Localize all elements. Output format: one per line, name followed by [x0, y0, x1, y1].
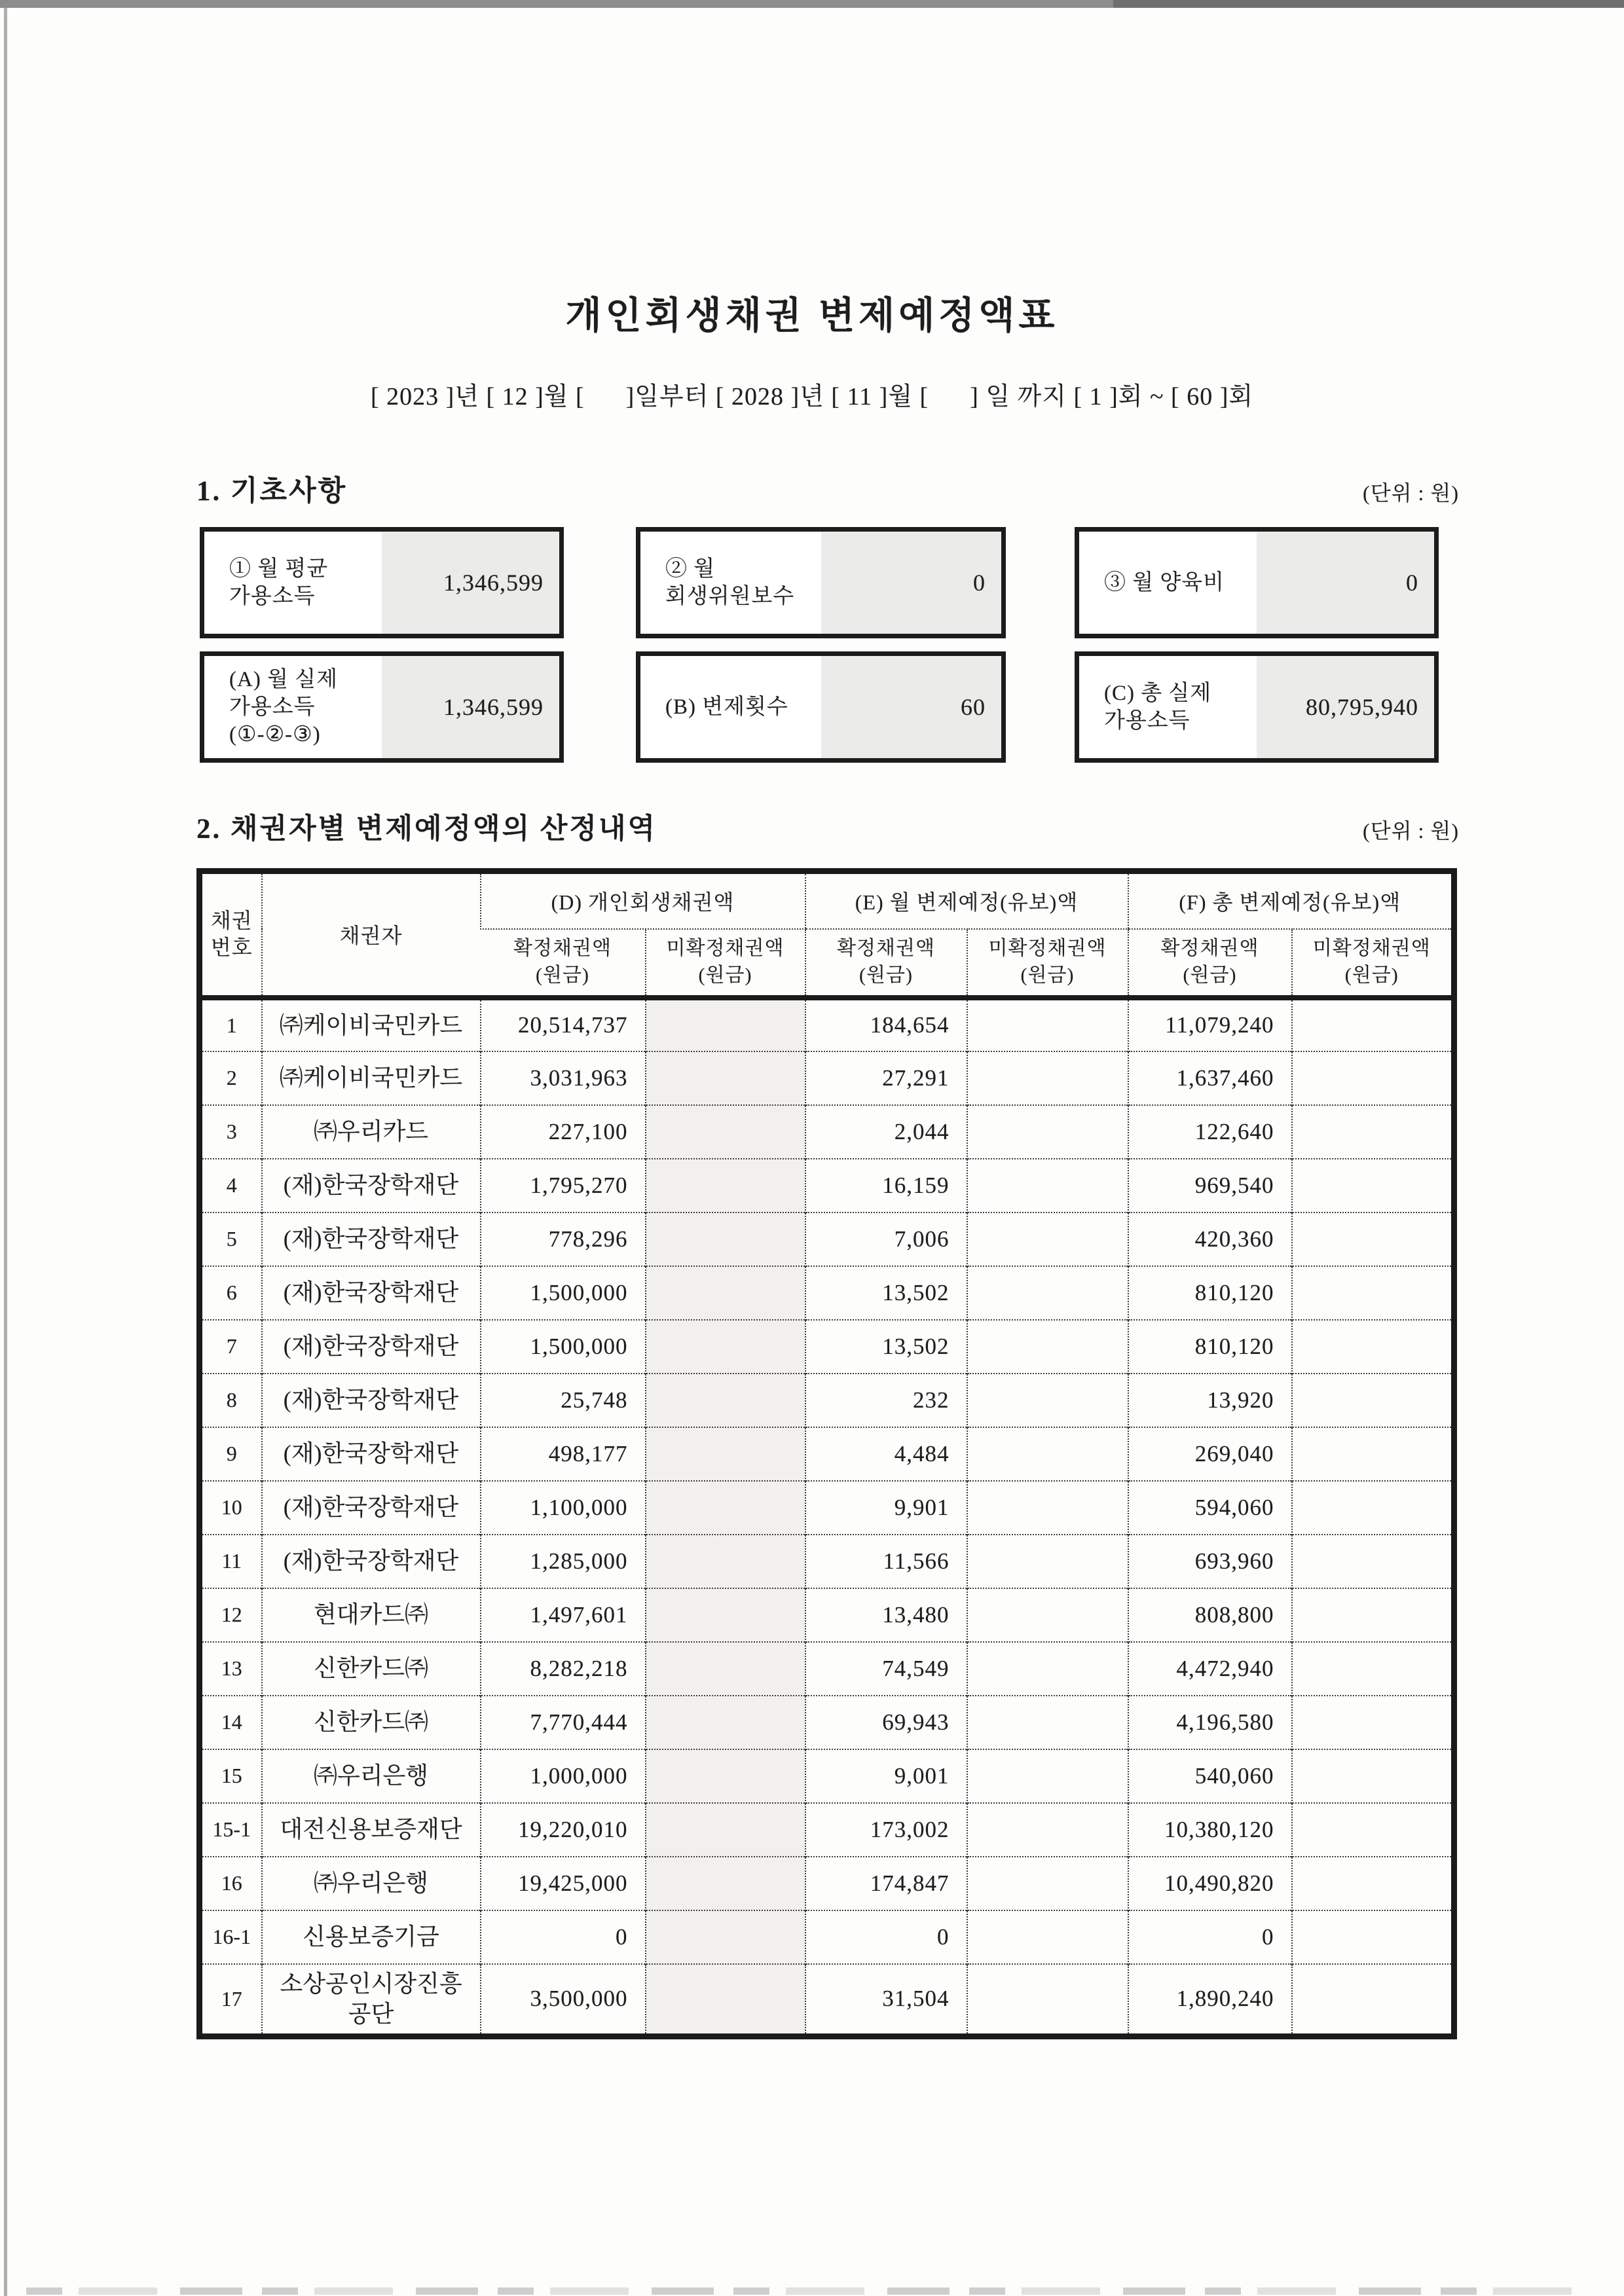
- e-unfixed-cell: [967, 1803, 1128, 1857]
- f-unfixed-cell: [1292, 1910, 1454, 1964]
- e-fixed-cell: 0: [805, 1910, 967, 1964]
- scan-artifact-left-edge: [4, 8, 7, 2296]
- d-fixed-cell: 3,031,963: [481, 1051, 646, 1105]
- f-unfixed-cell: [1292, 1642, 1454, 1696]
- d-unfixed-cell: [646, 1535, 805, 1588]
- e-unfixed-cell: [967, 1427, 1128, 1481]
- f-fixed-cell: 594,060: [1128, 1481, 1292, 1535]
- e-fixed-cell: 7,006: [805, 1212, 967, 1266]
- e-fixed-cell: 4,484: [805, 1427, 967, 1481]
- table-row: [200, 1803, 1454, 1857]
- e-fixed-cell: 69,943: [805, 1696, 967, 1749]
- header-d-fixed: 확정채권액 (원금): [513, 938, 612, 986]
- e-unfixed-cell: [967, 1857, 1128, 1910]
- creditor-cell: (재)한국장학재단: [262, 1535, 481, 1588]
- f-unfixed-cell: [1292, 1964, 1454, 2037]
- row-no-cell: 14: [200, 1696, 262, 1749]
- info-box: [1075, 527, 1439, 638]
- e-fixed-cell: 184,654: [805, 998, 967, 1051]
- creditor-cell: ㈜우리은행: [262, 1749, 481, 1803]
- d-fixed-cell: 1,500,000: [481, 1266, 646, 1320]
- e-unfixed-cell: [967, 1159, 1128, 1212]
- creditor-cell: (재)한국장학재단: [262, 1320, 481, 1374]
- row-no-cell: 13: [200, 1642, 262, 1696]
- creditor-cell: (재)한국장학재단: [262, 1159, 481, 1212]
- d-fixed-cell: 778,296: [481, 1212, 646, 1266]
- row-no-cell: 16-1: [200, 1910, 262, 1964]
- info-box: [200, 527, 564, 638]
- e-fixed-cell: 173,002: [805, 1803, 967, 1857]
- table-row: [200, 1051, 1454, 1105]
- d-unfixed-cell: [646, 1964, 805, 2037]
- header-e-unfixed: 미확정채권액 (원금): [967, 929, 1128, 998]
- header-f-fixed: 확정채권액 (원금): [1128, 929, 1292, 998]
- f-fixed-cell: 10,490,820: [1128, 1857, 1292, 1910]
- creditor-cell: 현대카드㈜: [262, 1588, 481, 1642]
- f-unfixed-cell: [1292, 1535, 1454, 1588]
- page-title: 개인회생채권 변제예정액표: [565, 295, 1059, 337]
- d-fixed-cell: 19,220,010: [481, 1803, 646, 1857]
- info-box-label: (C) 총 실제 가용소득: [1079, 656, 1257, 758]
- e-fixed-cell: 232: [805, 1374, 967, 1427]
- table-row: [200, 1535, 1454, 1588]
- header-e-fixed: 확정채권액 (원금): [805, 929, 967, 998]
- info-box-value: 1,346,599: [382, 532, 559, 634]
- f-fixed-cell: 13,920: [1128, 1374, 1292, 1427]
- creditor-cell: (재)한국장학재단: [262, 1266, 481, 1320]
- e-fixed-cell: 11,566: [805, 1535, 967, 1588]
- creditor-cell: 대전신용보증재단: [262, 1803, 481, 1857]
- f-fixed-cell: 1,890,240: [1128, 1964, 1292, 2037]
- f-fixed-cell: 420,360: [1128, 1212, 1292, 1266]
- e-fixed-cell: 174,847: [805, 1857, 967, 1910]
- f-unfixed-cell: [1292, 1481, 1454, 1535]
- f-unfixed-cell: [1292, 998, 1454, 1051]
- f-fixed-cell: 969,540: [1128, 1159, 1292, 1212]
- e-fixed-cell: 27,291: [805, 1051, 967, 1105]
- table-row: [200, 1910, 1454, 1964]
- basic-info-row-2: [0, 651, 1624, 763]
- d-fixed-cell: 1,497,601: [481, 1588, 646, 1642]
- f-fixed-cell: 4,472,940: [1128, 1642, 1292, 1696]
- e-fixed-cell: 13,502: [805, 1266, 967, 1320]
- info-box-label: (A) 월 실제 가용소득 (①-②-③): [204, 656, 382, 758]
- creditor-cell: (재)한국장학재단: [262, 1212, 481, 1266]
- f-unfixed-cell: [1292, 1105, 1454, 1159]
- e-unfixed-cell: [967, 1535, 1128, 1588]
- info-box-label: (B) 변제횟수: [640, 656, 821, 758]
- e-unfixed-cell: [967, 1266, 1128, 1320]
- scan-artifact-bottom-bleed: [26, 2287, 1578, 2295]
- f-fixed-cell: 810,120: [1128, 1266, 1292, 1320]
- e-unfixed-cell: [967, 1481, 1128, 1535]
- f-unfixed-cell: [1292, 1212, 1454, 1266]
- e-fixed-cell: 31,504: [805, 1964, 967, 2037]
- table-row: [200, 1964, 1454, 2037]
- table-row: [200, 1696, 1454, 1749]
- f-fixed-cell: 693,960: [1128, 1535, 1292, 1588]
- info-box-label: ② 월 회생위원보수: [640, 532, 821, 634]
- d-fixed-cell: 1,100,000: [481, 1481, 646, 1535]
- table-row: [200, 1159, 1454, 1212]
- e-unfixed-cell: [967, 1051, 1128, 1105]
- section1-heading: 1. 기초사항: [196, 476, 348, 507]
- creditor-cell: 신한카드㈜: [262, 1696, 481, 1749]
- row-no-cell: 7: [200, 1320, 262, 1374]
- creditor-cell: 소상공인시장진흥공단: [262, 1964, 481, 2037]
- section2-heading: 2. 채권자별 변제예정액의 산정내역: [196, 814, 657, 845]
- f-unfixed-cell: [1292, 1696, 1454, 1749]
- row-no-cell: 9: [200, 1427, 262, 1481]
- e-fixed-cell: 9,901: [805, 1481, 967, 1535]
- f-fixed-cell: 540,060: [1128, 1749, 1292, 1803]
- info-box-value: 80,795,940: [1257, 656, 1434, 758]
- table-row: [200, 1266, 1454, 1320]
- table-row: [200, 1212, 1454, 1266]
- creditor-cell: ㈜우리카드: [262, 1105, 481, 1159]
- e-fixed-cell: 13,502: [805, 1320, 967, 1374]
- d-unfixed-cell: [646, 1320, 805, 1374]
- f-fixed-cell: 1,637,460: [1128, 1051, 1292, 1105]
- f-fixed-cell: 11,079,240: [1128, 998, 1292, 1051]
- e-unfixed-cell: [967, 1749, 1128, 1803]
- row-no-cell: 6: [200, 1266, 262, 1320]
- header-creditor: 채권자: [262, 871, 481, 998]
- d-unfixed-cell: [646, 1749, 805, 1803]
- unit-label-section1: (단위 : 원): [1363, 481, 1459, 505]
- creditor-cell: (재)한국장학재단: [262, 1374, 481, 1427]
- info-box: [200, 651, 564, 763]
- f-fixed-cell: 810,120: [1128, 1320, 1292, 1374]
- e-unfixed-cell: [967, 1320, 1128, 1374]
- d-fixed-cell: 1,795,270: [481, 1159, 646, 1212]
- e-unfixed-cell: [967, 998, 1128, 1051]
- info-box-value: 0: [1257, 532, 1434, 634]
- d-fixed-cell: 1,000,000: [481, 1749, 646, 1803]
- table-row: [200, 1105, 1454, 1159]
- info-box-value: 0: [821, 532, 1002, 634]
- d-fixed-cell: 20,514,737: [481, 998, 646, 1051]
- d-unfixed-cell: [646, 1427, 805, 1481]
- d-unfixed-cell: [646, 1910, 805, 1964]
- d-fixed-cell: 498,177: [481, 1427, 646, 1481]
- unit-label-section2: (단위 : 원): [1363, 819, 1459, 843]
- header-claim-number: 채권 번호: [210, 908, 253, 960]
- table-row: [200, 1481, 1454, 1535]
- scan-artifact-top-edge: [0, 0, 1624, 8]
- row-no-cell: 10: [200, 1481, 262, 1535]
- d-fixed-cell: 8,282,218: [481, 1642, 646, 1696]
- f-unfixed-cell: [1292, 1266, 1454, 1320]
- d-unfixed-cell: [646, 1857, 805, 1910]
- table-row: [200, 1857, 1454, 1910]
- d-unfixed-cell: [646, 1212, 805, 1266]
- f-unfixed-cell: [1292, 1427, 1454, 1481]
- d-fixed-cell: 19,425,000: [481, 1857, 646, 1910]
- f-fixed-cell: 269,040: [1128, 1427, 1292, 1481]
- d-unfixed-cell: [646, 1642, 805, 1696]
- d-unfixed-cell: [646, 1696, 805, 1749]
- e-fixed-cell: 16,159: [805, 1159, 967, 1212]
- info-box: [1075, 651, 1439, 763]
- row-no-cell: 16: [200, 1857, 262, 1910]
- f-unfixed-cell: [1292, 1159, 1454, 1212]
- row-no-cell: 5: [200, 1212, 262, 1266]
- row-no-cell: 17: [200, 1964, 262, 2037]
- basic-info-row-1: [0, 527, 1624, 638]
- f-unfixed-cell: [1292, 1857, 1454, 1910]
- table-row: [200, 1588, 1454, 1642]
- row-no-cell: 12: [200, 1588, 262, 1642]
- creditor-cell: (재)한국장학재단: [262, 1481, 481, 1535]
- info-box-label: ① 월 평균 가용소득: [204, 532, 382, 634]
- row-no-cell: 3: [200, 1105, 262, 1159]
- f-unfixed-cell: [1292, 1749, 1454, 1803]
- e-unfixed-cell: [967, 1105, 1128, 1159]
- row-no-cell: 2: [200, 1051, 262, 1105]
- table-row: [200, 998, 1454, 1051]
- e-fixed-cell: 9,001: [805, 1749, 967, 1803]
- d-fixed-cell: 0: [481, 1910, 646, 1964]
- creditor-table-body: [200, 998, 1454, 2037]
- d-unfixed-cell: [646, 1481, 805, 1535]
- d-fixed-cell: 25,748: [481, 1374, 646, 1427]
- e-unfixed-cell: [967, 1964, 1128, 2037]
- table-row: [200, 1642, 1454, 1696]
- d-unfixed-cell: [646, 1051, 805, 1105]
- row-no-cell: 1: [226, 1013, 237, 1037]
- table-row: [200, 1320, 1454, 1374]
- info-box: [636, 527, 1006, 638]
- e-fixed-cell: 74,549: [805, 1642, 967, 1696]
- e-unfixed-cell: [967, 1642, 1128, 1696]
- e-unfixed-cell: [967, 1212, 1128, 1266]
- d-fixed-cell: 3,500,000: [481, 1964, 646, 2037]
- f-unfixed-cell: [1292, 1588, 1454, 1642]
- f-unfixed-cell: [1292, 1051, 1454, 1105]
- creditor-cell: ㈜케이비국민카드: [262, 998, 481, 1051]
- header-f-unfixed: 미확정채권액 (원금): [1292, 929, 1454, 998]
- header-group-e: (E) 월 변제예정(유보)액: [805, 871, 1128, 929]
- e-fixed-cell: 13,480: [805, 1588, 967, 1642]
- d-unfixed-cell: [646, 1374, 805, 1427]
- row-no-cell: 11: [200, 1535, 262, 1588]
- d-unfixed-cell: [646, 1105, 805, 1159]
- e-unfixed-cell: [967, 1910, 1128, 1964]
- header-d-unfixed: 미확정채권액 (원금): [646, 929, 805, 998]
- creditor-cell: ㈜케이비국민카드: [262, 1051, 481, 1105]
- d-fixed-cell: 1,285,000: [481, 1535, 646, 1588]
- e-fixed-cell: 2,044: [805, 1105, 967, 1159]
- d-unfixed-cell: [646, 1588, 805, 1642]
- f-unfixed-cell: [1292, 1320, 1454, 1374]
- info-box: [636, 651, 1006, 763]
- row-no-cell: 4: [200, 1159, 262, 1212]
- e-unfixed-cell: [967, 1374, 1128, 1427]
- d-fixed-cell: 7,770,444: [481, 1696, 646, 1749]
- f-unfixed-cell: [1292, 1803, 1454, 1857]
- header-group-f: (F) 총 변제예정(유보)액: [1128, 871, 1454, 929]
- row-no-cell: 15-1: [200, 1803, 262, 1857]
- f-fixed-cell: 808,800: [1128, 1588, 1292, 1642]
- header-group-d: (D) 개인회생채권액: [481, 871, 805, 929]
- d-unfixed-cell: [646, 998, 805, 1051]
- e-unfixed-cell: [967, 1696, 1128, 1749]
- row-no-cell: 15: [200, 1749, 262, 1803]
- row-no-cell: 8: [200, 1374, 262, 1427]
- d-unfixed-cell: [646, 1159, 805, 1212]
- creditor-cell: 신용보증기금: [262, 1910, 481, 1964]
- creditor-cell: ㈜우리은행: [262, 1857, 481, 1910]
- f-fixed-cell: 122,640: [1128, 1105, 1292, 1159]
- d-fixed-cell: 1,500,000: [481, 1320, 646, 1374]
- d-unfixed-cell: [646, 1803, 805, 1857]
- table-row: [200, 1374, 1454, 1427]
- repayment-period-line: [ 2023 ]년 [ 12 ]월 [ ]일부터 [ 2028 ]년 [ 11 ]월 [ ] 일 까지 [ 1 ]회 ~ [ 60 ]회: [370, 383, 1254, 410]
- creditor-cell: (재)한국장학재단: [262, 1427, 481, 1481]
- creditor-cell: 신한카드㈜: [262, 1642, 481, 1696]
- f-fixed-cell: 10,380,120: [1128, 1803, 1292, 1857]
- f-fixed-cell: 0: [1128, 1910, 1292, 1964]
- creditor-repayment-table: [196, 868, 1457, 2039]
- f-unfixed-cell: [1292, 1374, 1454, 1427]
- f-fixed-cell: 4,196,580: [1128, 1696, 1292, 1749]
- d-fixed-cell: 227,100: [481, 1105, 646, 1159]
- info-box-value: 1,346,599: [382, 656, 559, 758]
- info-box-value: 60: [821, 656, 1002, 758]
- table-row: [200, 1427, 1454, 1481]
- info-box-label: ③ 월 양육비: [1079, 532, 1257, 634]
- table-row: [200, 1749, 1454, 1803]
- e-unfixed-cell: [967, 1588, 1128, 1642]
- d-unfixed-cell: [646, 1266, 805, 1320]
